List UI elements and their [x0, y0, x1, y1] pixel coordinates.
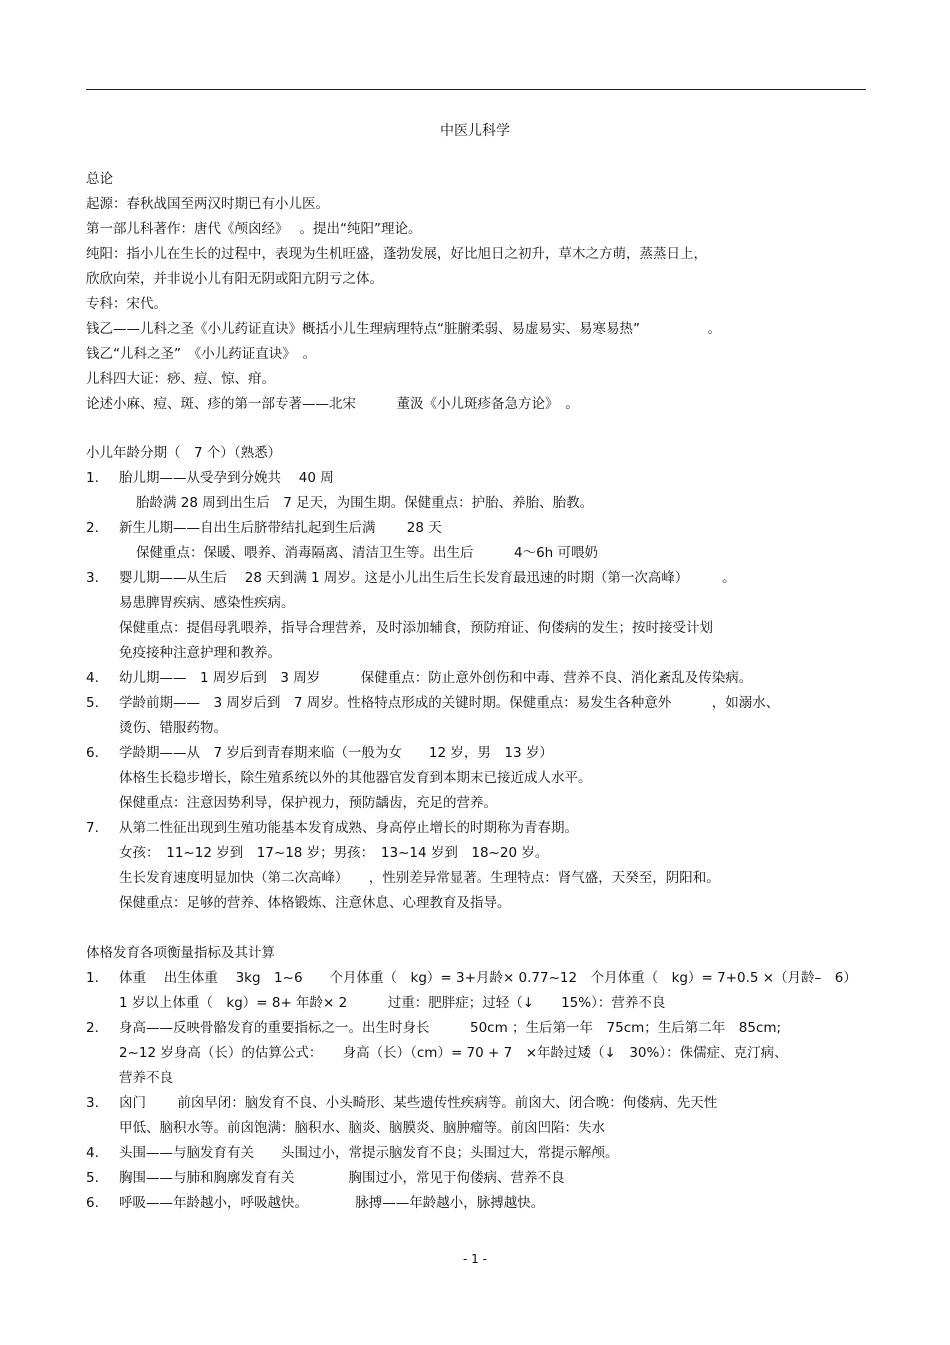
list-item-line: 免疫接种注意护理和教养。 — [119, 645, 281, 661]
list-item-line: 烫伤、错服药物。 — [119, 720, 227, 736]
list-item-line: 从第二性征出现到生殖功能基本发育成熟、身高停止增长的时期称为青春期。 — [119, 820, 578, 836]
header-rule — [86, 89, 866, 90]
list-number: 4. — [86, 670, 99, 686]
list-number: 7. — [86, 820, 99, 836]
list-item-line: 胸围——与肺和胸廓发育有关 胸围过小，常见于佝偻病、营养不良 — [119, 1170, 565, 1186]
list-number: 6. — [86, 745, 99, 761]
section-heading-growth: 体格发育各项衡量指标及其计算 — [86, 945, 275, 961]
text-line: 论述小麻、痘、斑、疹的第一部专著——北宋 董汲《小儿斑疹备急方论》 。 — [86, 396, 579, 412]
list-item-line: 头围——与脑发育有关 头围过小，常提示脑发育不良；头围过大，常提示解颅。 — [119, 1145, 619, 1161]
list-number: 1. — [86, 970, 99, 986]
list-item-line: 婴儿期——从生后 28 天到满 1 周岁。这是小儿出生后生长发育最迅速的时期（第一次高峰） 。 — [119, 570, 736, 586]
section-heading-age-periods: 小儿年龄分期（ 7 个）（熟悉） — [86, 445, 282, 461]
list-item-line: 保健重点：提倡母乳喂养，指导合理营养，及时添加辅食，预防疳证、佝偻病的发生；按时接受计划 — [119, 620, 713, 636]
list-number: 1. — [86, 470, 99, 486]
list-item-line: 生长发育速度明显加快（第二次高峰） ，性别差异常显著。生理特点：肾气盛，天癸至，阴阳和。 — [119, 870, 720, 886]
list-item-line: 女孩： 11~12 岁到 17~18 岁；男孩： 13~14 岁到 18~20 岁。 — [119, 845, 549, 861]
list-number: 5. — [86, 1170, 99, 1186]
list-item-line: 幼儿期—— 1 周岁后到 3 周岁 保健重点：防止意外创伤和中毒、营养不良、消化紊乱及传染病。 — [119, 670, 753, 686]
list-item-line: 营养不良 — [119, 1070, 173, 1086]
document-title: 中医儿科学 — [440, 123, 510, 139]
list-item-line: 学龄前期—— 3 周岁后到 7 周岁。性格特点形成的关键时期。保健重点：易发生各种意外 ，如溺水、 — [119, 695, 780, 711]
list-item-line: 身高——反映骨骼发育的重要指标之一。出生时身长 50cm ；生后第一年 75cm；生后第二年 85cm; — [119, 1020, 782, 1036]
text-line: 专科：宋代。 — [86, 296, 167, 312]
list-number: 4. — [86, 1145, 99, 1161]
list-item-line: 保健重点：足够的营养、体格锻炼、注意休息、心理教育及指导。 — [119, 895, 511, 911]
section-heading-general: 总论 — [86, 171, 113, 187]
page-number: - 1 - — [463, 1252, 487, 1266]
list-item-line: 胎龄满 28 周到出生后 7 足天，为围生期。保健重点：护胎、养胎、胎教。 — [136, 495, 594, 511]
list-number: 5. — [86, 695, 99, 711]
list-number: 3. — [86, 1095, 99, 1111]
list-item-line: 体重 出生体重 3kg 1~6 个月体重（ kg）= 3+月龄× 0.77~12 个月体重（ kg）= 7+0.5 ×（月龄– 6） — [119, 970, 857, 986]
list-item-line: 1 岁以上体重（ kg）= 8+ 年龄× 2 过重：肥胖症；过轻（↓ 15%）：营养不良 — [119, 995, 666, 1011]
list-number: 6. — [86, 1195, 99, 1211]
list-item-line: 易患脾胃疾病、感染性疾病。 — [119, 595, 295, 611]
list-item-line: 胎儿期——从受孕到分娩共 40 周 — [119, 470, 334, 486]
list-item-line: 体格生长稳步增长，除生殖系统以外的其他器官发育到本期末已接近成人水平。 — [119, 770, 592, 786]
list-number: 2. — [86, 520, 99, 536]
list-number: 3. — [86, 570, 99, 586]
text-line: 纯阳：指小儿在生长的过程中，表现为生机旺盛，蓬勃发展，好比旭日之初升，草木之方萌，蒸蒸日上， — [86, 246, 707, 262]
list-item-line: 囟门 前囟早闭：脑发育不良、小头畸形、某些遗传性疾病等。前囟大、闭合晚：佝偻病、先天性 — [119, 1095, 718, 1111]
text-line: 第一部儿科著作：唐代《颅囟经》 。提出“纯阳”理论。 — [86, 221, 422, 237]
list-number: 2. — [86, 1020, 99, 1036]
text-line: 起源：春秋战国至两汉时期已有小儿医。 — [86, 196, 329, 212]
list-item-line: 呼吸——年龄越小，呼吸越快。 脉搏——年龄越小，脉搏越快。 — [119, 1195, 545, 1211]
text-line: 钱乙“儿科之圣” 《小儿药证直诀》 。 — [86, 346, 316, 362]
text-line: 欣欣向荣，并非说小儿有阳无阴或阳亢阴亏之体。 — [86, 271, 383, 287]
list-item-line: 2~12 岁身高（长）的估算公式： 身高（长）（cm）= 70 + 7 ×年龄过矮（↓ 30%）：侏儒症、克汀病、 — [119, 1045, 788, 1061]
text-line: 儿科四大证：痧、痘、惊、疳。 — [86, 371, 275, 387]
list-item-line: 保健重点：保暖、喂养、消毒隔离、清洁卫生等。出生后 4～6h 可喂奶 — [136, 545, 599, 561]
text-line: 钱乙——儿科之圣《小儿药证直诀》概括小儿生理病理特点“脏腑柔弱、易虚易实、易寒易热” 。 — [86, 321, 721, 337]
list-item-line: 保健重点：注意因势利导，保护视力，预防龋齿，充足的营养。 — [119, 795, 497, 811]
list-item-line: 甲低、脑积水等。前囟饱满：脑积水、脑炎、脑膜炎、脑肿瘤等。前囟凹陷：失水 — [119, 1120, 605, 1136]
list-item-line: 学龄期——从 7 岁后到青春期来临（一般为女 12 岁，男 13 岁） — [119, 745, 553, 761]
list-item-line: 新生儿期——自出生后脐带结扎起到生后满 28 天 — [119, 520, 442, 536]
